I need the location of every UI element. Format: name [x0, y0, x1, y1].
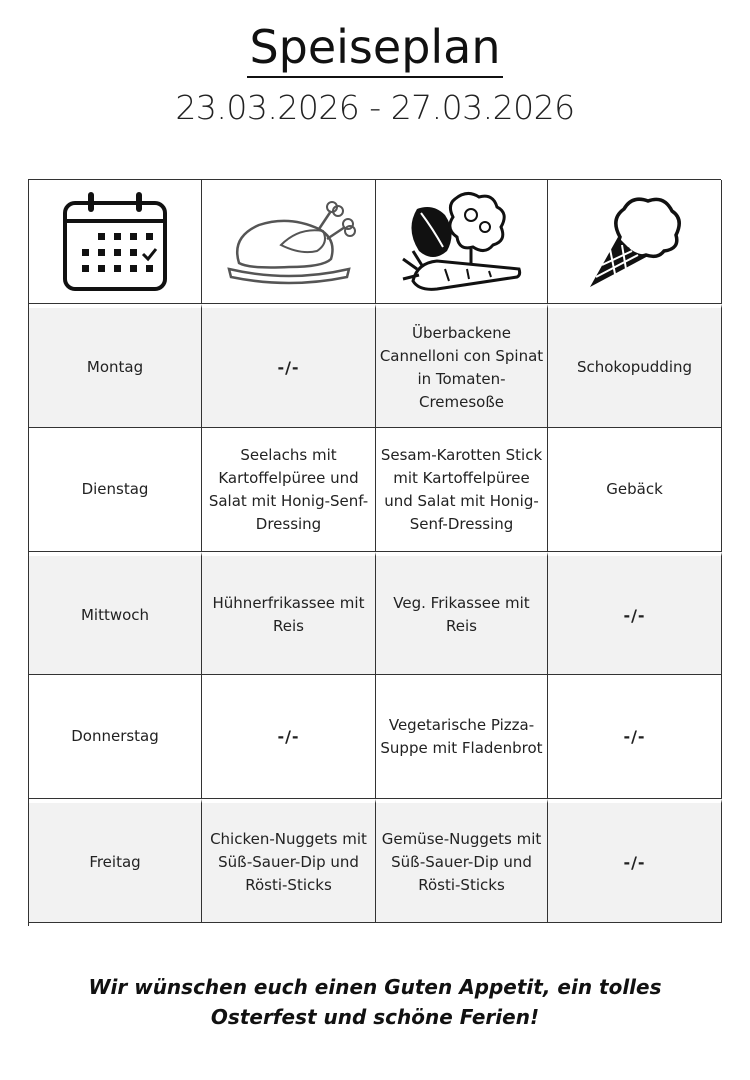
vegetarian-dish-cell: Sesam-Karotten Stick mit Kartoffelpüree und Salat mit Honig-Senf-Dressing: [376, 428, 548, 552]
vegetarian-dish-cell: Gemüse-Nuggets mit Süß-Sauer-Dip und Rösti-Sticks: [376, 799, 548, 923]
day-cell: Montag: [29, 304, 202, 428]
vegetarian-dish-cell: Vegetarische Pizza-Suppe mit Fladenbrot: [376, 675, 548, 799]
title-text: Speiseplan: [247, 18, 502, 78]
day-cell: Dienstag: [29, 428, 202, 552]
vegetarian-dish-cell: Veg. Frikassee mit Reis: [376, 552, 548, 675]
meat-dish-cell: -/-: [202, 304, 376, 428]
menu-table: [28, 179, 721, 926]
dessert-cell: -/-: [548, 552, 722, 675]
day-cell: Mittwoch: [29, 552, 202, 675]
page-title: [0, 18, 750, 78]
meat-dish-cell: -/-: [202, 675, 376, 799]
calendar-icon: [29, 180, 202, 304]
date-range: 23.03.2026 - 27.03.2026: [175, 88, 575, 127]
footer-message: Wir wünschen euch einen Guten Appetit, ein tolles Osterfest und schöne Ferien!: [88, 975, 662, 1029]
vegetarian-dish-cell: Überbackene Cannelloni con Spinat in Tomaten-Cremesoße: [376, 304, 548, 428]
meat-dish-cell: Seelachs mit Kartoffelpüree und Salat mit Honig-Senf-Dressing: [202, 428, 376, 552]
meat-dish-cell: Hühnerfrikassee mit Reis: [202, 552, 376, 675]
dessert-cell: -/-: [548, 799, 722, 923]
ice-cream-icon: [548, 180, 722, 304]
dessert-cell: Schokopudding: [548, 304, 722, 428]
day-cell: Freitag: [29, 799, 202, 923]
vegetables-icon: [376, 180, 548, 304]
day-cell: Donnerstag: [29, 675, 202, 799]
roast-chicken-icon: [202, 180, 376, 304]
dessert-cell: Gebäck: [548, 428, 722, 552]
meat-dish-cell: Chicken-Nuggets mit Süß-Sauer-Dip und Rösti-Sticks: [202, 799, 376, 923]
dessert-cell: -/-: [548, 675, 722, 799]
